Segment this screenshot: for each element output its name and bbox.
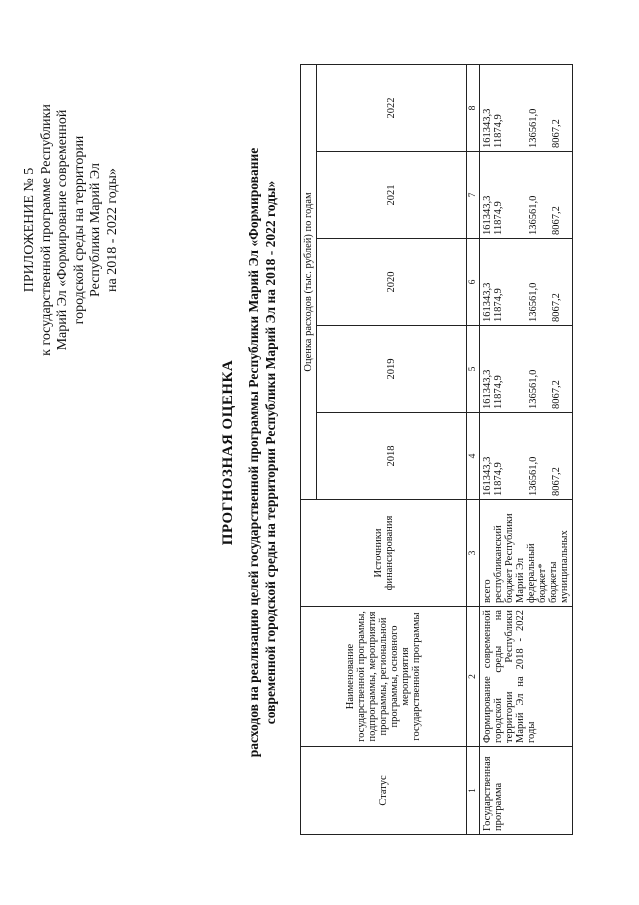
- value-total: 161343,3: [482, 108, 493, 148]
- value-republican: 11874,9: [493, 201, 504, 235]
- value-municipal: 8067,2: [551, 380, 562, 409]
- document-subtitle-line: современной городской среды на территории Республики Марий Эл на 2018 - 2022 годы»: [263, 180, 278, 725]
- value-federal: 136561,0: [528, 108, 539, 148]
- table-row: [480, 65, 573, 835]
- header-year: 2021: [317, 152, 467, 239]
- column-number: 4: [467, 413, 480, 500]
- appendix-line: к государственной программе Республики: [38, 104, 54, 356]
- header-sources: Источники финансирования: [301, 500, 467, 607]
- value-total: 161343,3: [482, 456, 493, 496]
- forecast-table: [300, 64, 573, 835]
- value-federal: 136561,0: [528, 456, 539, 496]
- header-status: Статус: [301, 747, 467, 835]
- row-name: Формирование современной городской среды на территории Республики Марий Эл на 2018 - 2022 годы: [480, 607, 573, 747]
- year-values-2019: [480, 326, 573, 413]
- header-year: 2018: [317, 413, 467, 500]
- source-federal: федеральный бюджет*: [526, 543, 548, 603]
- value-municipal: 8067,2: [551, 119, 562, 148]
- header-year: 2022: [317, 65, 467, 152]
- year-values-2020: [480, 239, 573, 326]
- appendix-block: [22, 30, 121, 430]
- value-federal: 136561,0: [528, 369, 539, 409]
- column-number: 2: [467, 607, 480, 747]
- row-sources: [480, 500, 573, 607]
- appendix-line: Республики Марий Эл: [88, 163, 103, 297]
- source-municipal: бюджеты муниципальных: [548, 530, 570, 603]
- source-total: всего: [482, 579, 493, 603]
- header-name: Наименование государственной программы, подпрограммы, мероприятия программы, региональной программы, основного мероприятия государственной программы: [301, 607, 467, 747]
- header-year: 2019: [317, 326, 467, 413]
- value-republican: 11874,9: [493, 462, 504, 496]
- header-year: 2020: [317, 239, 467, 326]
- value-total: 161343,3: [482, 195, 493, 235]
- value-total: 161343,3: [482, 282, 493, 322]
- year-values-2018: [480, 413, 573, 500]
- value-federal: 136561,0: [528, 282, 539, 322]
- column-number: 1: [467, 747, 480, 835]
- document-subtitle-line: расходов на реализацию целей государственной программы Республики Марий Эл «Формирование: [246, 147, 261, 758]
- column-number: 8: [467, 65, 480, 152]
- table-header-row: [301, 65, 317, 835]
- appendix-title: ПРИЛОЖЕНИЕ № 5: [22, 167, 37, 293]
- column-number: 6: [467, 239, 480, 326]
- value-federal: 136561,0: [528, 195, 539, 235]
- value-municipal: 8067,2: [551, 206, 562, 235]
- column-number-row: [467, 65, 480, 835]
- value-republican: 11874,9: [493, 375, 504, 409]
- document-title: ПРОГНОЗНАЯ ОЦЕНКА: [220, 359, 236, 546]
- appendix-line: Марий Эл «Формирование современной: [55, 109, 70, 351]
- value-municipal: 8067,2: [551, 467, 562, 496]
- appendix-line: городской среды на территории: [71, 135, 87, 325]
- value-total: 161343,3: [482, 369, 493, 409]
- value-municipal: 8067,2: [551, 293, 562, 322]
- header-estimate: Оценка расходов (тыс. рублей) по годам: [301, 65, 317, 500]
- appendix-line: на 2018 - 2022 годы»: [104, 168, 120, 292]
- document-heading: [220, 20, 279, 885]
- value-republican: 11874,9: [493, 288, 504, 322]
- year-values-2021: [480, 152, 573, 239]
- year-values-2022: [480, 65, 573, 152]
- column-number: 5: [467, 326, 480, 413]
- value-republican: 11874,9: [493, 114, 504, 148]
- column-number: 7: [467, 152, 480, 239]
- row-status: Государственная программа: [480, 747, 573, 835]
- column-number: 3: [467, 500, 480, 607]
- source-republican: республиканский бюджет Республики Марий Эл: [493, 513, 526, 603]
